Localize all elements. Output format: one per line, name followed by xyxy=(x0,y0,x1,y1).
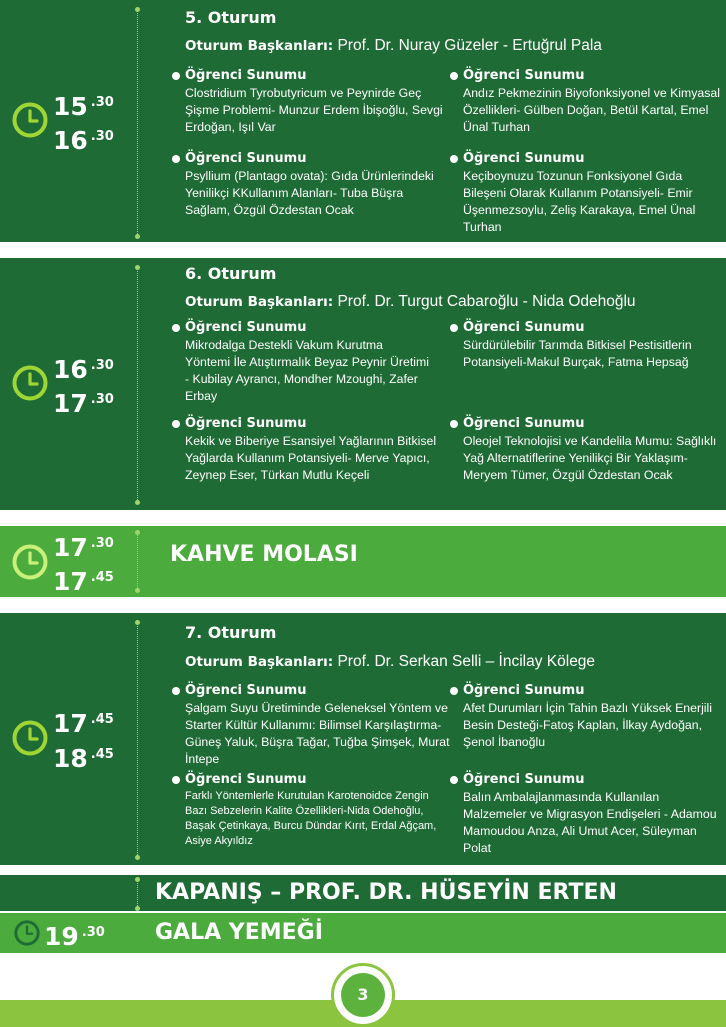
session7-chairs: Oturum Başkanları: Prof. Dr. Serkan Selli – İncilay Kölege xyxy=(185,653,596,670)
closing-divider xyxy=(137,880,138,908)
coffee-start-time: 17 $^{.30}$ xyxy=(53,533,114,562)
coffee-break-label: KAHVE MOLASI xyxy=(170,542,358,567)
gala-time: 19 $^{.30}$ xyxy=(44,922,105,951)
bullet-icon xyxy=(172,155,180,163)
bullet-icon xyxy=(172,776,180,784)
page-number-badge xyxy=(331,963,395,1027)
session6-item-3: Öğrenci Sunumu Kekik ve Biberiye Esansiyel Yağlarının Bitkisel Yağlarda Kullanım Potansiyeli- Merve Yapıcı, Zeynep Eser, Türkan Mutlu Keçeli xyxy=(185,415,447,484)
bullet-icon xyxy=(172,324,180,332)
bullet-icon xyxy=(450,72,458,80)
clock-icon xyxy=(12,544,48,580)
closing-label: KAPANIŞ – PROF. DR. HÜSEYİN ERTEN xyxy=(155,880,617,905)
clock-icon xyxy=(12,102,48,138)
clock-icon xyxy=(12,720,48,756)
bullet-icon xyxy=(450,155,458,163)
session5-start-time: 15 $^{.30}$ xyxy=(53,92,114,121)
bullet-icon xyxy=(172,420,180,428)
bullet-icon xyxy=(450,420,458,428)
session6-item-1: Öğrenci Sunumu Mikrodalga Destekli Vakum Kurutma Yöntemi İle Atıştırmalık Beyaz Peynir Üretimi - Kubilay Ayrancı, Mondher Mzoughi, Zafer Erbay xyxy=(185,319,430,405)
session6-chairs: Oturum Başkanları: Prof. Dr. Turgut Cabaroğlu - Nida Odehoğlu xyxy=(185,293,636,310)
session7-item-2: Öğrenci Sunumu Afet Durumları İçin Tahin Bazlı Yüksek Enerjili Besin Desteği-Fatoş Kaplan, İlkay Aydoğan, Şenol İbanoğlu xyxy=(463,682,721,751)
bullet-icon xyxy=(450,324,458,332)
session7-item-1: Öğrenci Sunumu Şalgam Suyu Üretiminde Geleneksel Yöntem ve Starter Kültür Kullanımı: Bilimsel Karşılaştırma-Güneş Yaluk, Büşra Tağar, Tuğba Şimşek, Murat İntepe xyxy=(185,682,450,768)
session5-chairs: Oturum Başkanları: Prof. Dr. Nuray Güzeler - Ertuğrul Pala xyxy=(185,37,602,54)
clock-icon xyxy=(12,365,48,401)
session7-end-time: 18 $^{.45}$ xyxy=(53,744,114,773)
session6-divider xyxy=(137,268,138,502)
session5-end-time: 16 $^{.30}$ xyxy=(53,126,114,155)
coffee-divider xyxy=(137,533,138,590)
session5-item-1: Öğrenci Sunumu Clostridium Tyrobutyricum ve Peynirde Geç Şişme Problemi- Munzur Erdem İbişoğlu, Sevgi Erdoğan, Işıl Var xyxy=(185,67,445,136)
session6-end-time: 17 $^{.30}$ xyxy=(53,389,114,418)
session7-title: 7. Oturum xyxy=(185,623,277,642)
session5-title: 5. Oturum xyxy=(185,8,277,27)
session6-start-time: 16 $^{.30}$ xyxy=(53,355,114,384)
gala-label: GALA YEMEĞİ xyxy=(155,920,323,945)
session7-item-3: Öğrenci Sunumu Farklı Yöntemlerle Kurutulan Karotenoidce Zengin Bazı Sebzelerin Kalite Özellikleri-Nida Odehoğlu, Başak Çetinkaya, Burcu Dündar Kırıt, Erdal Ağçam, Asiye Akyıldız xyxy=(185,771,447,849)
session5-item-2: Öğrenci Sunumu Andız Pekmezinin Biyofonksiyonel ve Kimyasal Özellikleri- Gülben Doğan, Betül Kartal, Emel Ünal Turhan xyxy=(463,67,721,136)
session5-divider xyxy=(137,10,138,236)
session7-start-time: 17 $^{.45}$ xyxy=(53,709,114,738)
bullet-icon xyxy=(172,72,180,80)
page-number: 3 xyxy=(341,973,385,1017)
bullet-icon xyxy=(450,687,458,695)
session5-item-4: Öğrenci Sunumu Keçiboynuzu Tozunun Fonksiyonel Gıda Bileşeni Olarak Kullanım Potansiyeli- Emir Üşenmezsoylu, Zeliş Karakaya, Emel Ünal Turhan xyxy=(463,150,721,236)
session6-item-4: Öğrenci Sunumu Oleojel Teknolojisi ve Kandelila Mumu: Sağlıklı Yağ Alternatiflerine Yenilikçi Bir Yaklaşım-Meryem Tümer, Özgül Özdestan Ocak xyxy=(463,415,721,484)
session6-title: 6. Oturum xyxy=(185,264,277,283)
session7-item-4: Öğrenci Sunumu Balın Ambalajlanmasında Kullanılan Malzemeler ve Migrasyon Endişeleri - Adamou Mamoudou Anza, Ali Umut Acer, Süleyman Polat xyxy=(463,771,721,857)
session5-item-3: Öğrenci Sunumu Psyllium (Plantago ovata): Gıda Ürünlerindeki Yenilikçi KKullanım Alanları- Tuba Büşra Sağlam, Özgül Özdestan Ocak xyxy=(185,150,447,219)
bullet-icon xyxy=(172,687,180,695)
gala-band xyxy=(0,913,726,953)
session6-item-2: Öğrenci Sunumu Sürdürülebilir Tarımda Bitkisel Pestisitlerin Potansiyeli-Makul Burçak, Fatma Hepsağ xyxy=(463,319,721,371)
clock-icon xyxy=(14,920,40,946)
bullet-icon xyxy=(450,776,458,784)
coffee-end-time: 17 $^{.45}$ xyxy=(53,567,114,596)
session7-divider xyxy=(137,623,138,857)
